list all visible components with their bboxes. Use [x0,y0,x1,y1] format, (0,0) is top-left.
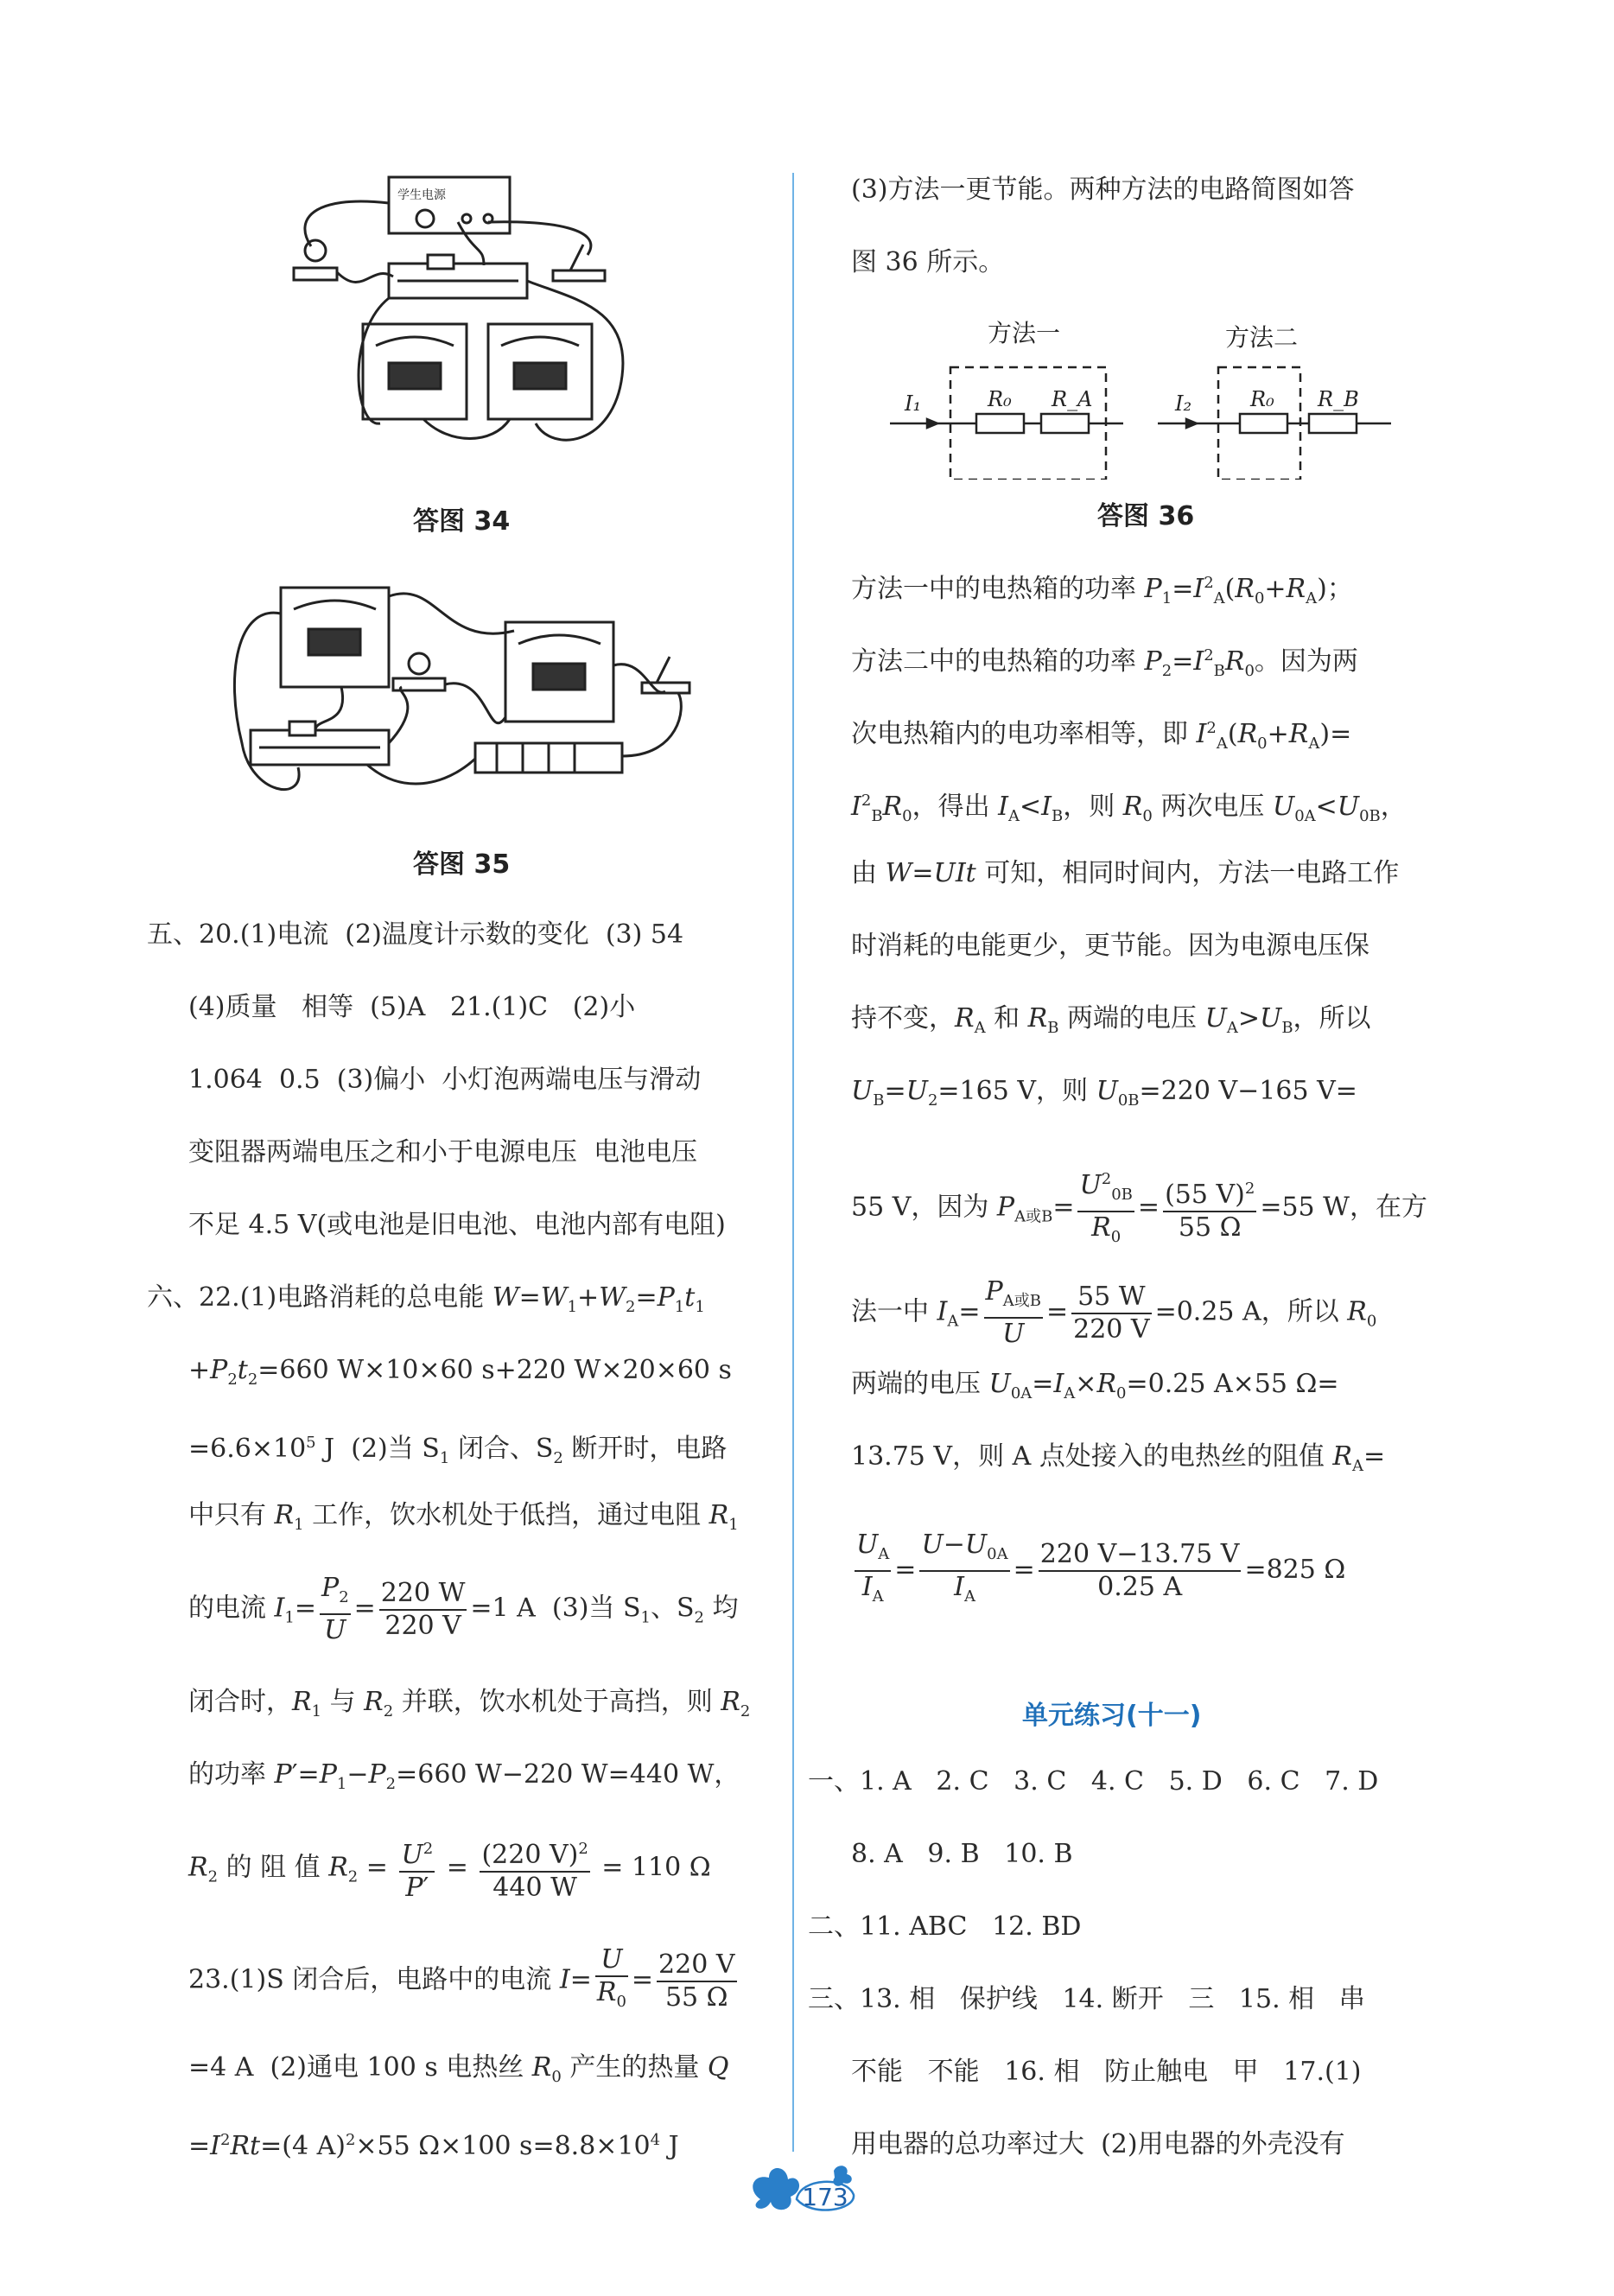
unit-line-4: 三、13. 相 保护线 14. 断开 三 15. 相 串 [808,1984,1365,2014]
figure-34-caption: 答图 34 [413,506,511,537]
right-line-8: 时消耗的电能更少，更节能。因为电源电压保 [851,931,1369,961]
left-line-14: 23.(1)S 闭合后，电路中的电流 I= $\frac{U}{R_0}$ = $\frac{220 V}{55 \Omega}$ [188,1944,735,2013]
left-line-6: 六、22.(1)电路消耗的总电能 $W=W_1+W_2=P_1t_1$ [147,1282,705,1316]
left-line-1: 五、20.(1)电流 (2)温度计示数的变化 (3) 54 [147,919,684,950]
fig36-label-i2: I₂ [1175,391,1192,416]
figure-36-caption: 答图 36 [1097,501,1195,531]
right-line-5: 次电热箱内的电功率相等，即 $I^2_A(R_0+R_A)=$ [851,719,1352,753]
left-line-13: $R_2$ 的 阻 值 $R_2$ = $\frac{U^2}{P'}$ = $\frac{(220 V)^2}{440 W}$ = 110 Ω [188,1834,711,1904]
left-line-2: (4)质量 相等 (5)A 21.(1)C (2)小 [188,992,636,1022]
method-1-label: 方法一 [988,319,1061,347]
page-number-badge [743,2160,873,2221]
right-line-11: 55 V，因为 $P_{A或B}=$ $\frac{U^2_{0B}}{R_0}$ = $\frac{(55 V)^2}{55 \Omega}$ =55 W，在方 [851,1164,1427,1253]
unit-line-3: 二、11. ABC 12. BD [808,1911,1082,1942]
unit-line-5: 不能 不能 16. 相 防止触电 甲 17.(1) [851,2057,1362,2087]
unit-line-2: 8. A 9. B 10. B [851,1839,1073,1869]
power-supply-label: 学生电源 [397,188,446,202]
figure-36 [886,307,1404,480]
figure-35 [229,570,696,821]
left-line-5: 不足 4.5 V(或电池是旧电池、电池内部有电阻) [188,1210,726,1240]
unit-heading: 单元练习(十一) [1022,1701,1202,1731]
right-line-13: 两端的电压 $U_{0A}=I_A\times R_0=0.25$ A×55 Ω= [851,1369,1339,1402]
method-2-label: 方法二 [1225,323,1299,352]
left-line-16: $=I^2Rt=(4$ A)$^2$×55 Ω×100 $s=8.8\times 10^4$ J [188,2131,679,2161]
left-line-8: $=6.6\times 10^5$ J (2)当 $S_1$ 闭合、$S_2$ 断开时，电路 [188,1434,728,1467]
right-line-7: 由 W=UIt 可知，相同时间内，方法一电路工作 [851,858,1400,888]
right-line-2: 图 36 所示。 [851,247,1005,277]
right-line-15: $\frac{U_A}{I_A}$ = $\frac{U-U_{0A}}{I_A}$ = $\frac{220 V-13.75 V}{0.25 A}$ =825 Ω [856,1530,1346,1606]
fig36-label-ra: R_A [1052,387,1093,411]
page-number: 173 [802,2183,848,2211]
unit-line-1: 一、1. A 2. C 3. C 4. C 5. D 6. C 7. D [808,1766,1379,1797]
left-line-3: 1.064 0.5 (3)偏小 小灯泡两端电压与滑动 [188,1065,702,1095]
right-line-9: 持不变，$R_A$ 和 $R_B$ 两端的电压 $U_A>U_B$，所以 [851,1003,1371,1037]
fig36-label-r0-b: R₀ [1250,387,1274,411]
left-line-15: =4 A (2)通电 100 s 电热丝 $R_0$ 产生的热量 Q [188,2052,729,2086]
figure-34 [276,169,648,458]
right-line-10: $U_B=U_2=165$ V，则 $U_{0B}=220$ V−165 V= [851,1076,1357,1110]
fig36-label-r0-a: R₀ [988,387,1012,411]
left-line-12: 的功率 $P'=P_1-P_2=660$ W−220 W=440 W， [188,1759,740,1793]
fig36-label-rb: R_B [1318,387,1359,411]
column-divider [792,173,794,2152]
left-line-11: 闭合时，$R_1$ 与 $R_2$ 并联，饮水机处于高挡，则 $R_2$ [188,1687,751,1720]
right-line-1: (3)方法一更节能。两种方法的电路简图如答 [851,175,1355,205]
figure-35-caption: 答图 35 [413,849,511,880]
right-line-6: $I^2_BR_0$，得出 $I_A<I_B$，则 $R_0$ 两次电压 $U_{0A}<U_{0B}$， [851,792,1407,825]
unit-line-6: 用电器的总功率过大 (2)用电器的外壳没有 [851,2129,1345,2159]
right-line-4: 方法二中的电热箱的功率 $P_2=I^2_BR_0$。因为两 [851,646,1358,680]
left-line-4: 变阻器两端电压之和小于电源电压 电池电压 [188,1137,698,1167]
fig36-label-i1: I₁ [905,391,922,416]
left-line-7: $+P_2t_2=660$ W×10×60 s+220 W×20×60 s [188,1355,732,1389]
left-line-10: 的电流 $I_1=$ $\frac{P_2}{U}$ = $\frac{220 W}{220 V}$ =1 A (3)当 $S_1$、$S_2$ 均 [188,1573,739,1645]
left-line-9: 中只有 $R_1$ 工作，饮水机处于低挡，通过电阻 $R_1$ [188,1500,739,1534]
right-line-12: 法一中 $I_A=$ $\frac{P_{A或B}}{U}$ = $\frac{55 W}{220 V}$ =0.25 A，所以 $R_0$ [851,1276,1377,1349]
right-line-14: 13.75 V，则 A 点处接入的电热丝的阻值 $R_A=$ [851,1441,1386,1475]
right-line-3: 方法一中的电热箱的功率 $P_1=I^2_A(R_0+R_A)$； [851,574,1353,607]
